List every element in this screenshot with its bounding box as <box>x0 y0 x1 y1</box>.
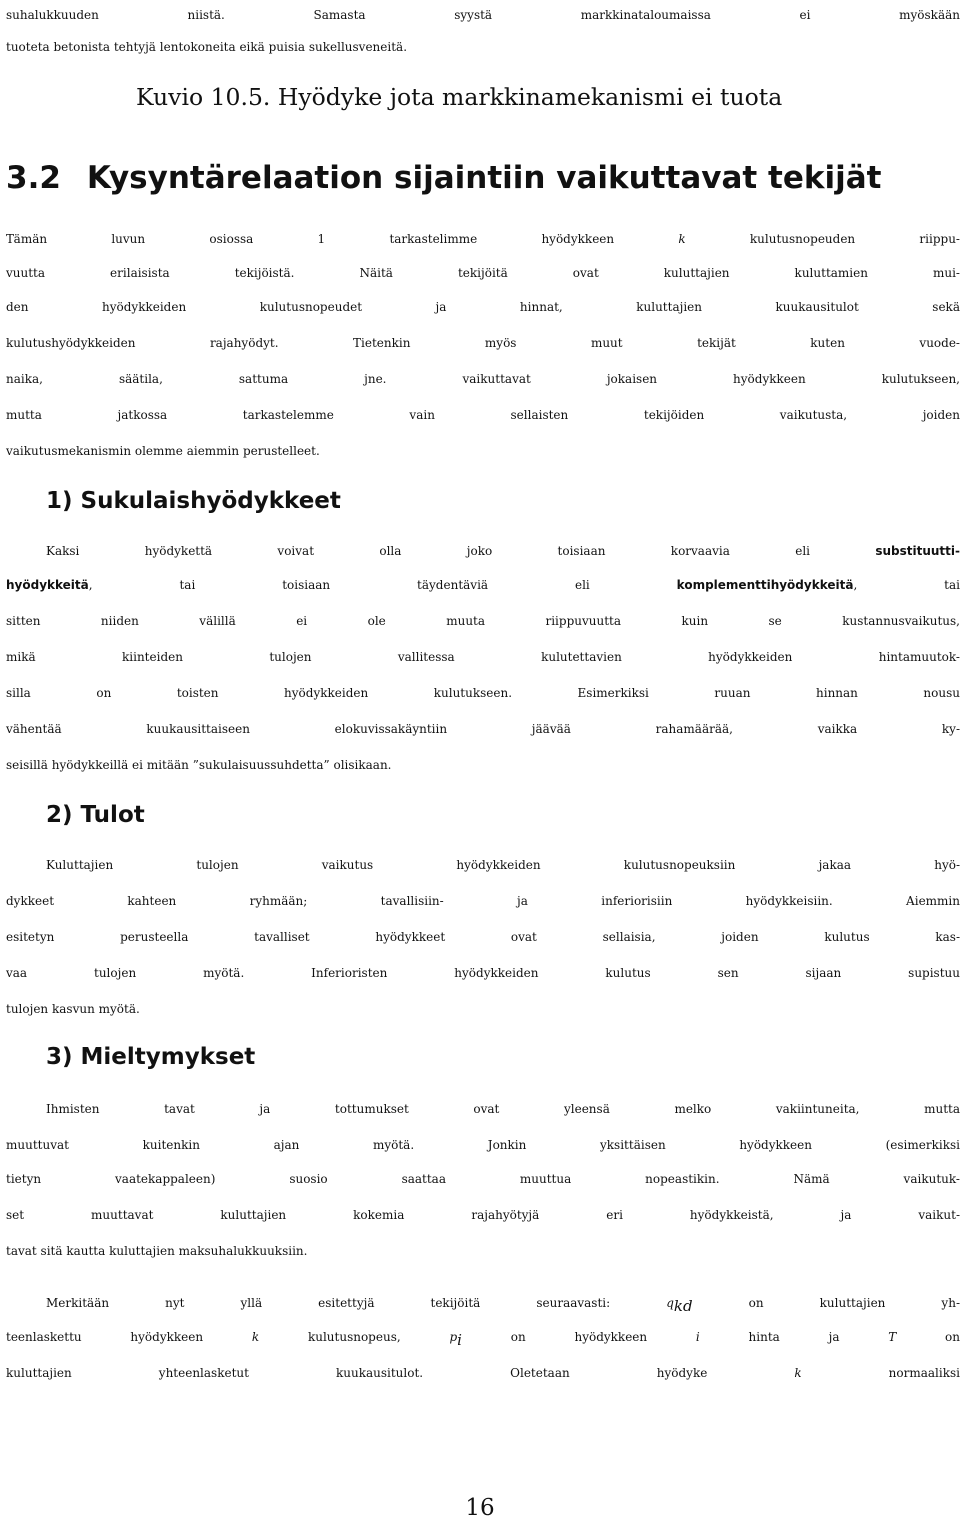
carryover-line-2: tuoteta betonista tehtyjä lentokoneita eikä puisia sukellusveneitä. <box>6 40 408 54</box>
variable-k: k <box>251 1330 260 1344</box>
sub3-line-3: tietyn vaatekappaleen) suosio saattaa muuttua nopeastikin. Nämä vaikutuk- <box>6 1172 960 1186</box>
sub2-line-1: Kuluttajien tulojen vaikutus hyödykkeiden kulutusnopeuksiin jakaa hyö- <box>46 858 960 872</box>
final-line-2: teenlaskettu hyödykkeen k kulutusnopeus, $p_i$ on hyödykkeen i hinta ja T on <box>6 1330 960 1349</box>
intro-line-5: naika, säätila, sattuma jne. vaikuttavat jokaisen hyödykkeen kulutukseen, <box>6 372 960 386</box>
figure-caption: Kuvio 10.5. Hyödyke jota markkinamekanismi ei tuota <box>136 83 783 111</box>
subsection-heading-1: 1) Sukulaishyödykkeet <box>46 488 341 514</box>
final-line-3: kuluttajien yhteenlasketut kuukausitulot. Oletetaan hyödyke k normaaliksi <box>6 1366 960 1380</box>
intro-line-6: mutta jatkossa tarkastelemme vain sellaisten tekijöiden vaikutusta, joiden <box>6 408 960 422</box>
subsection-heading-3: 3) Mieltymykset <box>46 1044 256 1070</box>
sub2-line-2: dykkeet kahteen ryhmään; tavallisiin- ja inferiorisiin hyödykkeisiin. Aiemmin <box>6 894 960 908</box>
variable-T: T <box>888 1330 897 1344</box>
sub2-line-3: esitetyn perusteella tavalliset hyödykkeet ovat sellaisia, joiden kulutus kas- <box>6 930 960 944</box>
variable-k: k <box>794 1366 802 1380</box>
sub1-line-1: Kaksi hyödykettä voivat olla joko toisiaan korvaavia eli substituutti- <box>46 544 960 558</box>
intro-line-2: vuutta erilaisista tekijöistä. Näitä tekijöitä ovat kuluttajien kuluttamien mui- <box>6 266 960 280</box>
section-heading <box>6 158 881 198</box>
term-substitute-cont: hyödykkeitä <box>6 578 89 592</box>
term-substitute: substituutti- <box>875 544 960 558</box>
variable-i: i <box>695 1330 700 1344</box>
intro-line-4: kulutushyödykkeiden rajahyödyt. Tietenkin myös muut tekijät kuten vuode- <box>6 336 960 350</box>
final-line-1: Merkitään nyt yllä esitettyjä tekijöitä seuraavasti: $q_{kd}$ on kuluttajien yh- <box>46 1296 960 1315</box>
sub3-line-2: muuttuvat kuitenkin ajan myötä. Jonkin yksittäisen hyödykkeen (esimerkiksi <box>6 1138 960 1152</box>
variable-k: k <box>678 232 686 246</box>
sub1-line-4: mikä kiinteiden tulojen vallitessa kulutettavien hyödykkeiden hintamuutok- <box>6 650 960 664</box>
sub2-line-5: tulojen kasvun myötä. <box>6 1002 140 1016</box>
sub1-line-3: sitten niiden välillä ei ole muuta riippuvuutta kuin se kustannusvaikutus, <box>6 614 960 628</box>
sub1-line-6: vähentää kuukausittaiseen elokuvissakäyntiin jäävää rahamäärää, vaikka ky- <box>6 722 960 736</box>
sub2-line-4: vaa tulojen myötä. Inferioristen hyödykkeiden kulutus sen sijaan supistuu <box>6 966 960 980</box>
variable-p: p <box>449 1330 458 1344</box>
carryover-line-1: suhalukkuuden niistä. Samasta syystä markkinataloumaissa ei myöskään <box>6 8 960 22</box>
sub3-line-1: Ihmisten tavat ja tottumukset ovat yleensä melko vakiintuneita, mutta <box>46 1102 960 1116</box>
page-number: 16 <box>465 1495 495 1521</box>
intro-line-1: Tämän luvun osiossa 1 tarkastelimme hyödykkeen k kulutusnopeuden riippu- <box>6 232 960 246</box>
section-title: Kysyntärelaation sijaintiin vaikuttavat tekijät <box>86 160 882 196</box>
term-complement: komplementtihyödykkeitä <box>676 578 854 592</box>
subscript-kd: kd <box>673 1297 693 1315</box>
sub3-line-4: set muuttavat kuluttajien kokemia rajahyötyjä eri hyödykkeistä, ja vaikut- <box>6 1208 960 1222</box>
sub1-line-5: silla on toisten hyödykkeiden kulutukseen. Esimerkiksi ruuan hinnan nousu <box>6 686 960 700</box>
sub1-line-7: seisillä hyödykkeillä ei mitään ”sukulaisuussuhdetta” olisikaan. <box>6 758 392 772</box>
intro-line-3: den hyödykkeiden kulutusnopeudet ja hinnat, kuluttajien kuukausitulot sekä <box>6 300 960 314</box>
section-number: 3.2 <box>6 160 61 196</box>
sub1-line-2: hyödykkeitä, tai toisiaan täydentäviä eli komplementtihyödykkeitä, tai <box>6 578 960 592</box>
variable-q: q <box>666 1296 674 1310</box>
sub3-line-5: tavat sitä kautta kuluttajien maksuhalukkuuksiin. <box>6 1244 308 1258</box>
subscript-i: i <box>457 1331 462 1349</box>
subsection-heading-2: 2) Tulot <box>46 802 145 828</box>
intro-line-7: vaikutusmekanismin olemme aiemmin perustelleet. <box>6 444 320 458</box>
